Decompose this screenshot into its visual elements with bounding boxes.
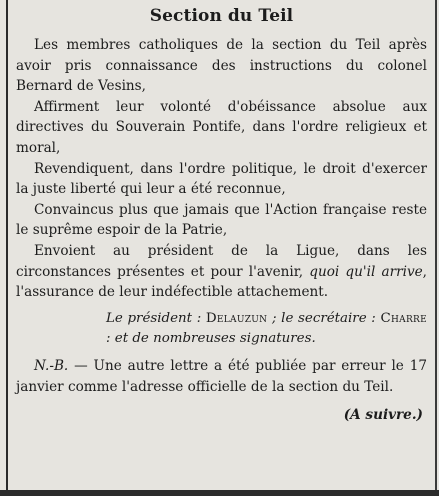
paragraph-envoient bbox=[16, 241, 427, 303]
paragraph-envoient-text-after: , l'assurance de leur indéfectible attachement. bbox=[16, 263, 427, 301]
signature-block bbox=[16, 309, 427, 350]
paragraph-convaincus bbox=[16, 200, 427, 241]
paragraph-revendiquent-text: Revendiquent, dans l'ordre politique, le droit d'exercer la juste liberté qui leur a été reconnue, bbox=[16, 160, 427, 198]
paragraph-affirment-text: Affirment leur volonté d'obéissance absolue aux directives du Souverain Pontife, dans l'ordre religieux et moral, bbox=[16, 98, 427, 156]
president-name: Delauzun bbox=[205, 310, 268, 326]
paragraph-envoient-emphasis: quoi qu'il arrive bbox=[309, 263, 423, 280]
signatures-trailer: : et de nombreuses signatures. bbox=[106, 331, 316, 347]
paragraph-intro-text: Les membres catholiques de la section du Teil après avoir pris connaissance des instructions du colonel Bernard de Vesins, bbox=[16, 37, 427, 95]
paragraph-revendiquent bbox=[16, 159, 427, 200]
paragraph-convaincus-text: Convaincus plus que jamais que l'Action française reste le suprême espoir de la Patrie, bbox=[16, 201, 427, 239]
nota-bene bbox=[16, 356, 427, 397]
secretary-name: Charre bbox=[380, 310, 427, 326]
right-border-rule bbox=[435, 0, 437, 496]
president-label: Le président : bbox=[106, 310, 206, 326]
nota-bene-text: — Une autre lettre a été publiée par erreur le 17 janvier comme l'adresse officielle de la section du Teil. bbox=[16, 357, 427, 395]
nota-bene-label: N.-B. bbox=[34, 357, 69, 374]
bottom-border-rule bbox=[0, 490, 439, 496]
secretary-label: ; le secrétaire : bbox=[267, 310, 381, 326]
continuation-notice: (A suivre.) bbox=[343, 407, 423, 424]
left-border-rule bbox=[6, 0, 8, 496]
paragraph-envoient-text-before: Envoient au président de la Ligue, dans les circonstances présentes et pour l'avenir, bbox=[16, 242, 427, 280]
section-title: Section du Teil bbox=[149, 6, 294, 26]
paragraph-affirment bbox=[16, 97, 427, 159]
paragraph-intro bbox=[16, 35, 427, 97]
